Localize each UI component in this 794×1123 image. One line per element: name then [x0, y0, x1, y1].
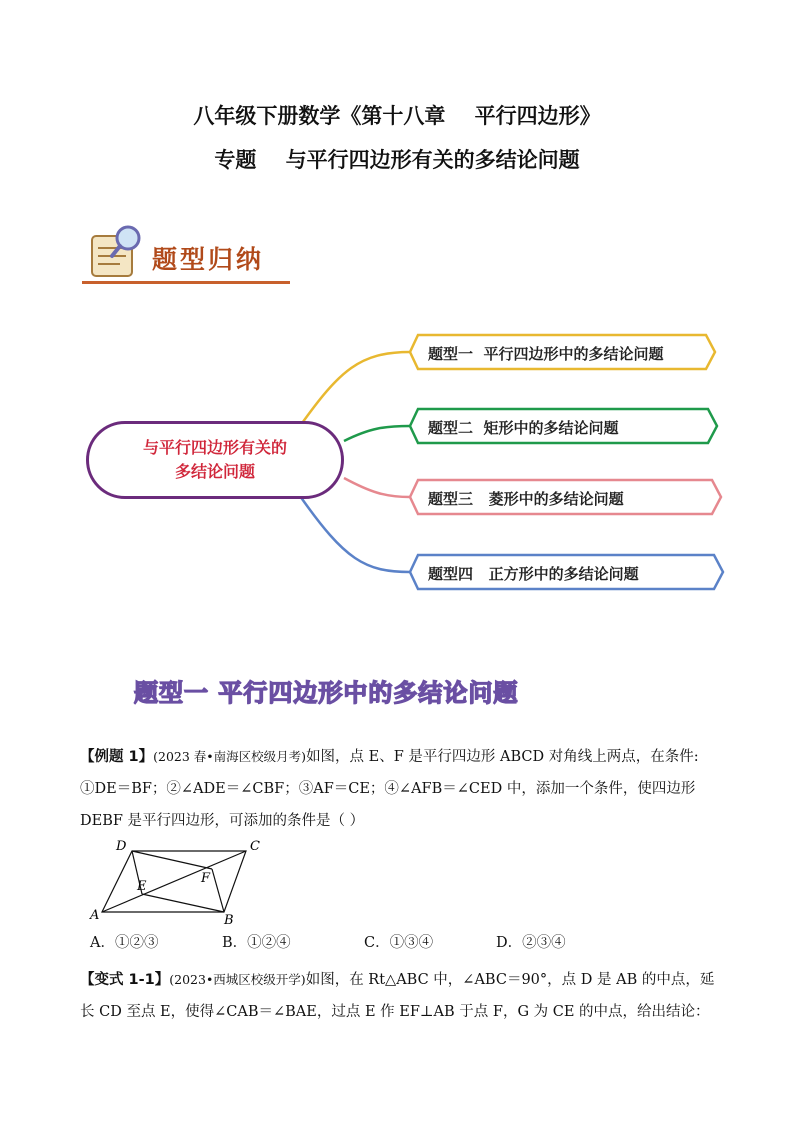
variant-1-1-source: (2023•西城区校级开学): [169, 972, 306, 987]
option-c: C．①③④: [364, 935, 434, 951]
connector-branch-2: [344, 426, 410, 441]
option-d: D．②③④: [496, 935, 566, 951]
figure-label-d: D: [116, 839, 127, 854]
figure-label-e: E: [137, 879, 147, 894]
example-1-text: [80, 741, 720, 837]
option-a: A．①②③: [90, 935, 159, 951]
branch-label-3: 题型三 菱形中的多结论问题: [428, 490, 624, 508]
connector-branch-4: [300, 496, 410, 572]
connector-branch-1: [300, 352, 410, 426]
example-1-label: 【例题 1】: [80, 749, 154, 765]
branch-label-4: 题型四 正方形中的多结论问题: [428, 565, 639, 583]
figure-label-f: F: [201, 871, 211, 886]
option-b: B．①②④: [222, 935, 291, 951]
variant-1-1-text: [80, 964, 720, 1028]
connector-branch-3: [344, 478, 410, 497]
branch-label-1: 题型一 平行四边形中的多结论问题: [428, 345, 664, 363]
document-title: 八年级下册数学《第十八章 平行四边形》: [193, 104, 601, 128]
banner-title: 题型归纳: [152, 245, 265, 274]
example-1-source: (2023 春•南海区校级月考): [153, 749, 307, 764]
mindmap-center-node: [86, 421, 344, 499]
parallelogram-figure: [86, 836, 266, 928]
variant-1-1-label: 【变式 1-1】: [80, 972, 170, 988]
document-subtitle: 专题 与平行四边形有关的多结论问题: [214, 148, 580, 172]
center-node-line1: 与平行四边形有关的: [142, 438, 287, 457]
figure-label-b: B: [224, 913, 234, 928]
variant-1-1-question: 如图，在 Rt△ABC 中，∠ABC＝90°，点 D 是 AB 的中点，延长 CD 至点 E，使得∠CAB＝∠BAE，过点 E 作 EF⊥AB 于点 F，G 为 CE 的中点，给出结论：: [80, 972, 715, 1020]
figure-label-c: C: [250, 839, 260, 854]
branch-label-2: 题型二 矩形中的多结论问题: [428, 419, 619, 437]
example-1-question: 如图，点 E、F 是平行四边形 ABCD 对角线上两点，在条件: ①DE＝BF；②∠ADE＝∠CBF；③AF＝CE；④∠AFB＝∠CED 中，添加一个条件，使四边形 DEBF 是平行四边形，可添加的条件是（ ）: [80, 749, 699, 829]
center-node-line2: 多结论问题: [174, 462, 255, 481]
figure-label-a: A: [90, 908, 100, 923]
section-heading: 题型一 平行四边形中的多结论问题: [134, 679, 519, 707]
